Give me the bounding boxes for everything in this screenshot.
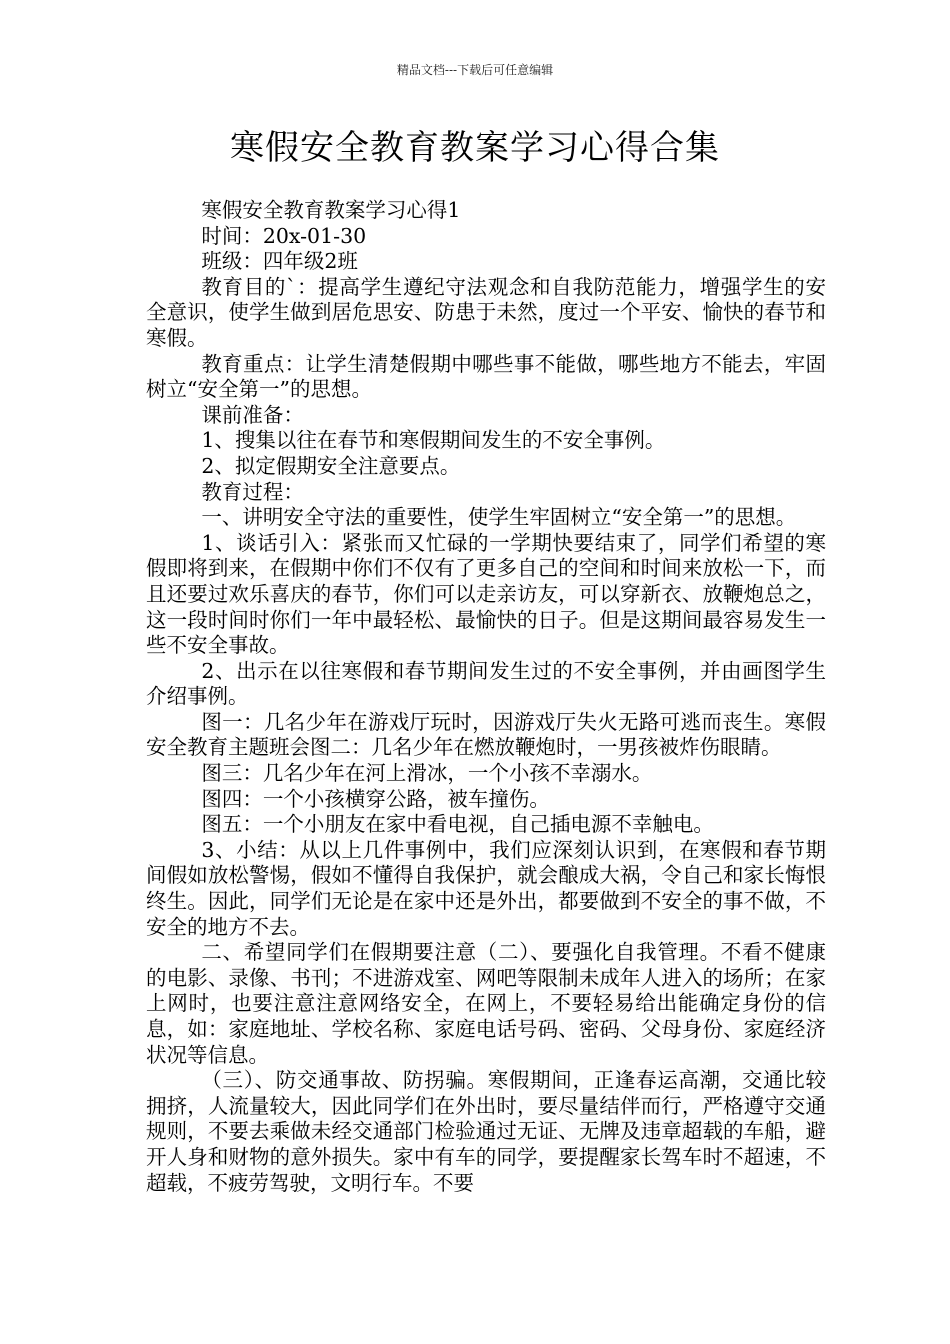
paragraph: 图四：一个小孩横穿公路，被车撞伤。 bbox=[201, 786, 550, 811]
paragraph: 班级：四年级2班 bbox=[201, 249, 358, 274]
paragraph: 2、拟定假期安全注意要点。 bbox=[201, 453, 461, 478]
paragraph: 图一：几名少年在游戏厅玩时，因游戏厅失火无路可逃而丧生。寒假安全教育主题班会图二：几名少年在燃放鞭炮时，一男孩被炸伤眼睛。 bbox=[146, 709, 826, 760]
paragraph: 2、出示在以往寒假和春节期间发生过的不安全事例，并由画图学生介绍事例。 bbox=[146, 658, 826, 709]
paragraph: 寒假安全教育教案学习心得1 bbox=[201, 198, 461, 222]
paragraph: 二、希望同学们在假期要注意（二）、要强化自我管理。不看不健康的电影、录像、书刊；不进游戏室、网吧等限制未成年人进入的场所；在家上网时，也要注意注意网络安全，在网上，不要轻易给出能确定身份的信息，如：家庭地址、学校名称、家庭电话号码、密码、父母身份、家庭经济状况等信息。 bbox=[146, 940, 826, 1067]
paragraph: 3、小结：从以上几件事例中，我们应深刻认识到，在寒假和春节期间假如放松警惕，假如不懂得自我保护，就会酿成大祸，令自己和家长悔恨终生。因此，同学们无论是在家中还是外出，都要做到不安全的事不做，不安全的地方不去。 bbox=[146, 837, 826, 939]
paragraph: 教育目的`：提高学生遵纪守法观念和自我防范能力，增强学生的安全意识，使学生做到居危思安、防患于未然，度过一个平安、愉快的春节和寒假。 bbox=[146, 274, 826, 350]
paragraph: （三）、防交通事故、防拐骗。寒假期间，正逢春运高潮，交通比较拥挤，人流量较大，因此同学们在外出时，要尽量结伴而行，严格遵守交通规则，不要去乘做未经交通部门检验通过无证、无牌及违章超载的车船，避开人身和财物的意外损失。家中有车的同学，要提醒家长驾车时不超速，不超载，不疲劳驾驶，文明行车。不要 bbox=[146, 1068, 826, 1195]
paragraph: 教育过程： bbox=[201, 479, 304, 504]
document-title: 寒假安全教育教案学习心得合集 bbox=[230, 128, 720, 168]
paragraph: 图五：一个小朋友在家中看电视，自己插电源不幸触电。 bbox=[201, 812, 714, 837]
paragraph: 课前准备： bbox=[201, 402, 304, 427]
document-body bbox=[146, 198, 826, 1196]
paragraph: 教育重点：让学生清楚假期中哪些事不能做，哪些地方不能去，牢固树立“安全第一”的思想。 bbox=[146, 351, 826, 402]
paragraph: 时间：20x-01-30 bbox=[201, 223, 367, 248]
header-note: 精品文档---下载后可任意编辑 bbox=[396, 63, 554, 77]
paragraph: 1、搜集以往在春节和寒假期间发生的不安全事例。 bbox=[201, 428, 666, 453]
paragraph: 图三：几名少年在河上滑冰，一个小孩不幸溺水。 bbox=[201, 761, 653, 786]
paragraph: 一、讲明安全守法的重要性，使学生牢固树立“安全第一”的思想。 bbox=[201, 505, 797, 530]
paragraph: 1、谈话引入：紧张而又忙碌的一学期快要结束了，同学们希望的寒假即将到来，在假期中你们不仅有了更多自己的空间和时间来放松一下，而且还要过欢乐喜庆的春节，你们可以走亲访友，可以穿新衣、放鞭炮总之，这一段时间时你们一年中最轻松、最愉快的日子。但是这期间最容易发生一些不安全事故。 bbox=[146, 530, 826, 658]
